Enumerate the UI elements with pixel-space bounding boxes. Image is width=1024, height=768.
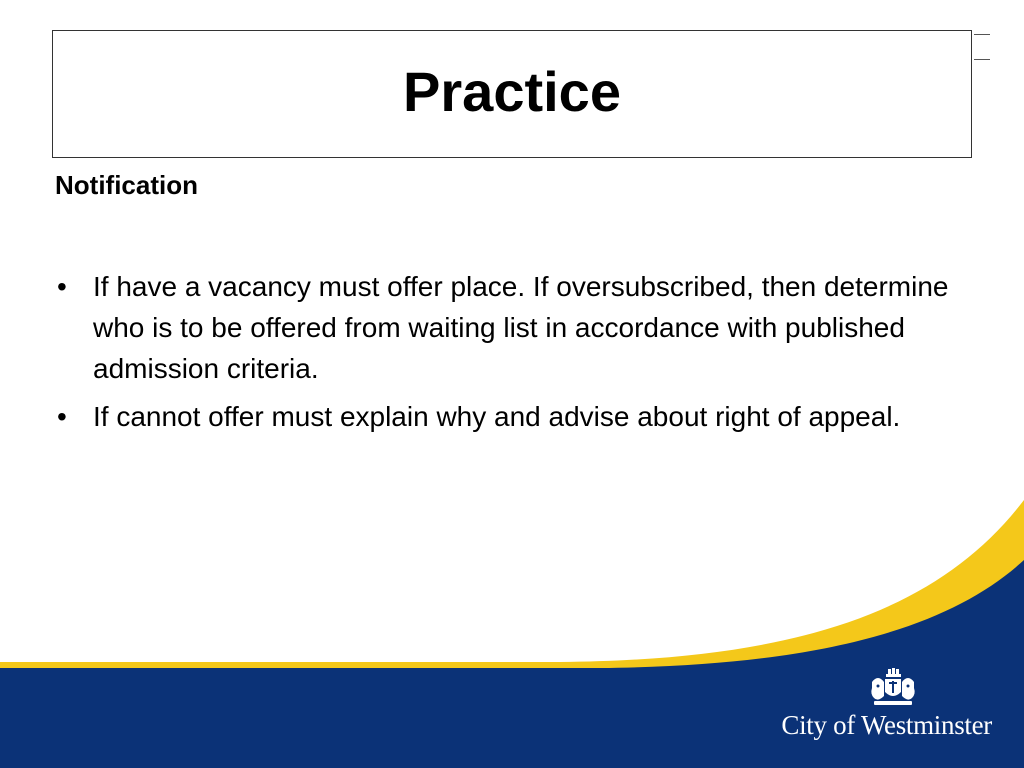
bullet-text: If cannot offer must explain why and advise about right of appeal. [93, 401, 901, 432]
bullet-icon: • [57, 271, 67, 302]
section-heading: Notification [55, 170, 198, 200]
slide-title: Practice [403, 59, 621, 123]
bullet-icon: • [57, 401, 67, 432]
westminster-crest-icon [868, 668, 918, 708]
organisation-name: City of Westminster [781, 710, 992, 740]
bullet-text: If have a vacancy must offer place. If oversubscribed, then determine who is to be offered from waiting list in accordance with published admission criteria. [93, 271, 949, 384]
